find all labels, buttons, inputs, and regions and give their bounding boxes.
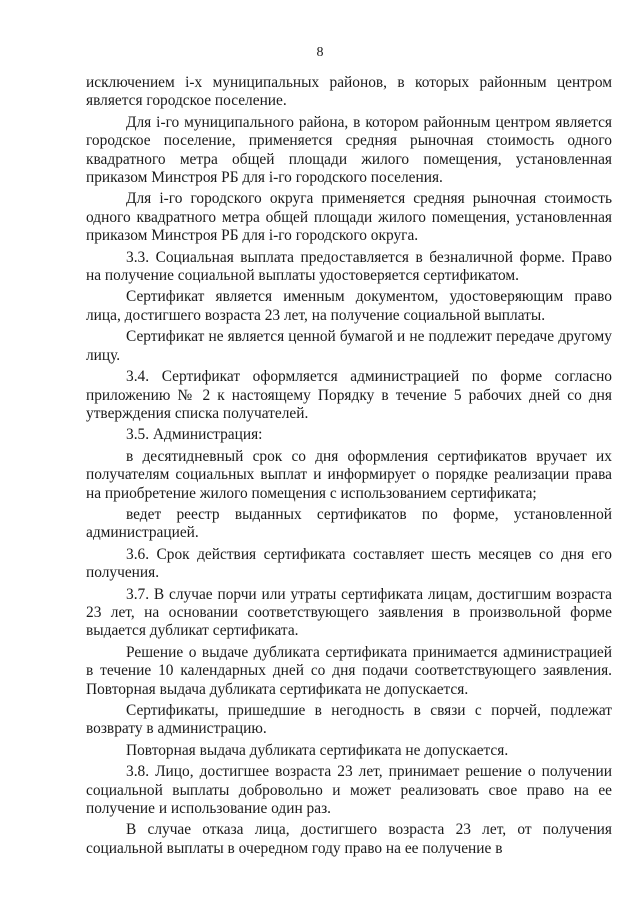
paragraph-3-8: 3.8. Лицо, достигшее возраста 23 лет, принимает решение о получении социальной выплаты добровольно и может реализовать свое право на ее получение и использование один раз.	[86, 763, 612, 818]
paragraph-3-5-registry: ведет реестр выданных сертификатов по форме, установленной администрацией.	[86, 505, 612, 542]
paragraph-3-6: 3.6. Срок действия сертификата составляет шесть месяцев со дня его получения.	[86, 545, 612, 582]
paragraph-certificate-not-security: Сертификат не является ценной бумагой и не подлежит передаче другому лицу.	[86, 328, 612, 364]
paragraph-certificate-named: Сертификат является именным документом, удостоверяющим право лица, достигшего возраста 23 лет, на получение социальной выплаты.	[86, 288, 612, 324]
paragraph-3-7: 3.7. В случае порчи или утраты сертификата лицам, достигшим возраста 23 лет, на основании соответствующего заявления в произвольной форме выдается дубликат сертификата.	[86, 585, 612, 640]
paragraph-3-5-delivery: в десятидневный срок со дня оформления сертификатов вручает их получателям социальных выплат и информирует о порядке реализации права на приобретение жилого помещения с использованием сертификата;	[86, 447, 612, 502]
paragraph-municipal-district: Для i-го муниципального района, в котором районным центром является городское поселение, применяется средняя рыночная стоимость одного квадратного метра общей площади жилого помещения, установленная приказом Минстроя РБ для i-го городского поселения.	[86, 113, 612, 187]
paragraph-no-repeat-duplicate: Повторная выдача дубликата сертификата не допускается.	[126, 741, 509, 759]
paragraph-3-3: 3.3. Социальная выплата предоставляется в безналичной форме. Право на получение социальной выплаты удостоверяется сертификатом.	[86, 248, 612, 285]
document-body	[86, 74, 612, 861]
paragraph-city-district: Для i-го городского округа применяется средняя рыночная стоимость одного квадратного метра общей площади жилого помещения, установленная приказом Минстроя РБ для i-го городского округа.	[86, 190, 612, 245]
page-number: 8	[316, 45, 324, 60]
paragraph-refusal: В случае отказа лица, достигшего возраста 23 лет, от получения социальной выплаты в очередном году право на ее получение в	[86, 821, 612, 857]
paragraph-duplicate-decision: Решение о выдаче дубликата сертификата принимается администрацией в течение 10 календарных дней со дня подачи соответствующего заявления. Повторная выдача дубликата сертификата не допускается.	[86, 643, 612, 698]
paragraph-3-4: 3.4. Сертификат оформляется администрацией по форме согласно приложению № 2 к настоящему Порядку в течение 5 рабочих дней со дня утверждения списка получателей.	[86, 368, 612, 422]
paragraph-continuation: исключением i-х муниципальных районов, в которых районным центром является городское поселение.	[86, 74, 612, 110]
paragraph-damaged-certificates: Сертификаты, пришедшие в негодность в связи с порчей, подлежат возврату в администрацию.	[86, 702, 612, 738]
paragraph-3-5: 3.5. Администрация:	[126, 426, 263, 444]
